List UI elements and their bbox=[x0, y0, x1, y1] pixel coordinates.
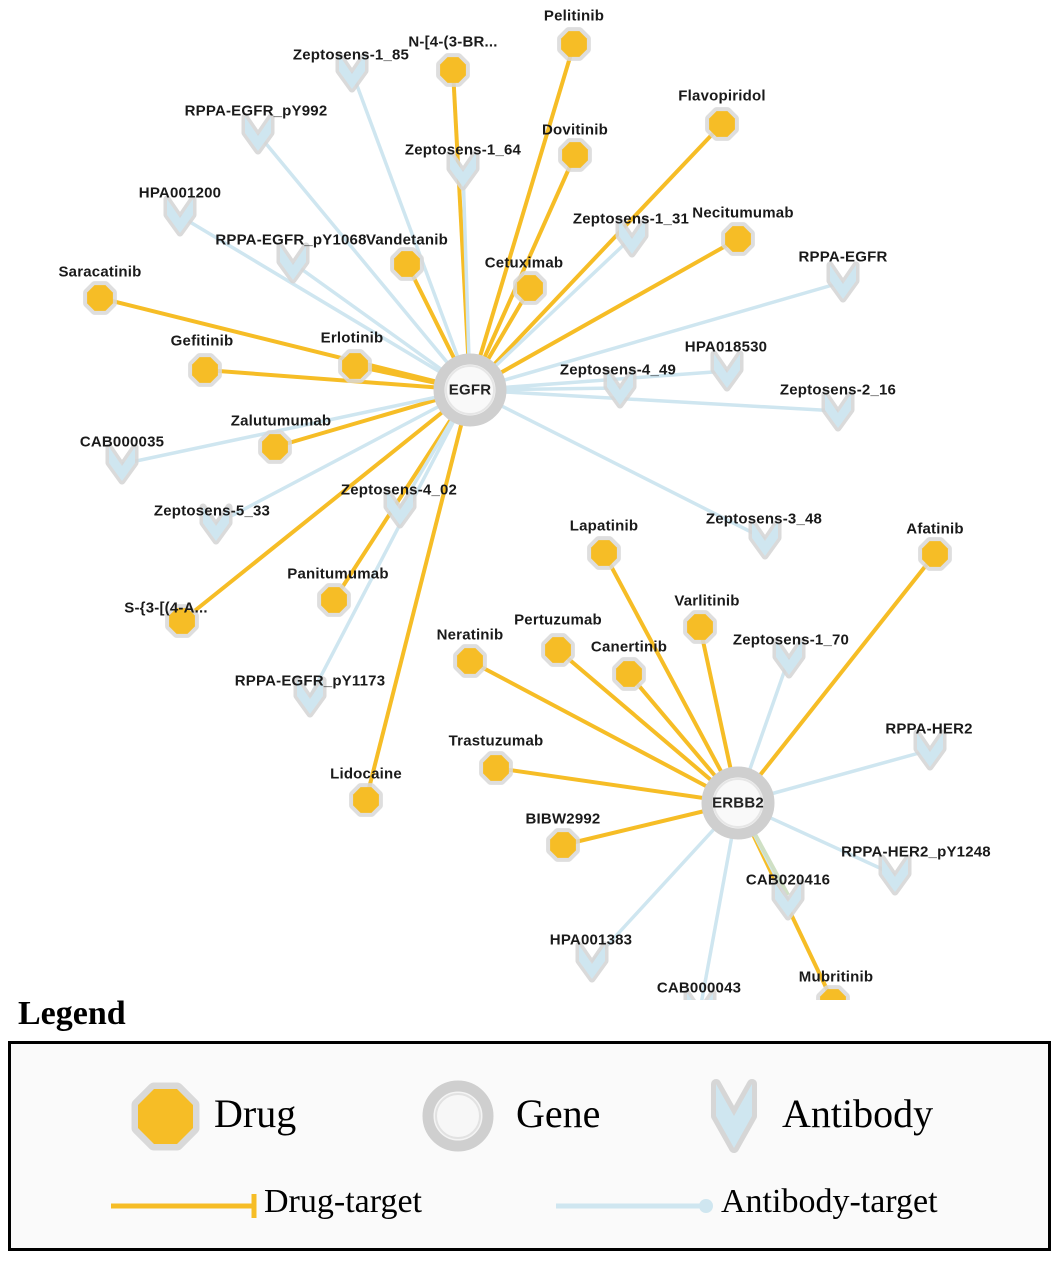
antibody-node-label: RPPA-EGFR bbox=[798, 248, 888, 266]
drug-node-label: Zalutumumab bbox=[230, 412, 332, 430]
drug-node-label: Lidocaine bbox=[330, 765, 402, 783]
antibody-node-label: RPPA-EGFR_pY1068 bbox=[215, 231, 367, 249]
drug-node[interactable] bbox=[562, 142, 588, 168]
drug-node-label: Varlitinib bbox=[674, 592, 740, 610]
drug-node[interactable] bbox=[321, 587, 347, 613]
legend-antibody-icon bbox=[716, 1084, 752, 1148]
antibody-node[interactable] bbox=[280, 246, 306, 280]
drug-node-label: Flavopiridol bbox=[678, 87, 766, 105]
antibody-node-label: CAB000043 bbox=[656, 979, 742, 997]
antibody-node-label: Zeptosens-4_49 bbox=[559, 361, 677, 379]
drug-node-label: Vandetanib bbox=[365, 231, 449, 249]
legend-label-gene: Gene bbox=[516, 1091, 601, 1136]
drug-node-label: Panitumumab bbox=[287, 565, 389, 583]
drug-node[interactable] bbox=[342, 353, 368, 379]
antibody-node-label: Zeptosens-1_31 bbox=[572, 210, 690, 228]
edge-antibody-target bbox=[310, 390, 470, 697]
drug-node-label: Canertinib bbox=[590, 638, 668, 656]
antibody-node-label: HPA001200 bbox=[138, 184, 222, 202]
legend-label-drug-target: Drug-target bbox=[264, 1183, 422, 1220]
antibody-node-label: CAB000035 bbox=[79, 433, 165, 451]
drug-node[interactable] bbox=[725, 226, 751, 252]
drug-node[interactable] bbox=[353, 787, 379, 813]
legend-label-antibody-target: Antibody-target bbox=[721, 1183, 938, 1220]
drug-node-label: Afatinib bbox=[906, 520, 964, 538]
drug-node[interactable] bbox=[87, 285, 113, 311]
drug-node[interactable] bbox=[591, 540, 617, 566]
drug-node[interactable] bbox=[561, 31, 587, 57]
drug-node-label: S-{3-[(4-A... bbox=[124, 599, 208, 617]
gene-node-label: EGFR bbox=[448, 381, 492, 399]
antibody-node-label: Zeptosens-1_85 bbox=[292, 46, 410, 64]
antibody-node-label: Zeptosens-5_33 bbox=[153, 502, 271, 520]
legend bbox=[8, 995, 1051, 1251]
antibody-node[interactable] bbox=[825, 394, 851, 428]
drug-node-label: Erlotinib bbox=[320, 329, 384, 347]
antibody-node-label: Zeptosens-2_16 bbox=[779, 381, 897, 399]
drug-node[interactable] bbox=[262, 434, 288, 460]
edge-drug-target bbox=[738, 554, 935, 803]
antibody-node[interactable] bbox=[109, 447, 135, 481]
drug-node[interactable] bbox=[394, 251, 420, 277]
drug-node-label: Cetuximab bbox=[484, 254, 564, 272]
drug-node-label: Saracatinib bbox=[58, 263, 142, 281]
drug-node-label: Pelitinib bbox=[543, 7, 605, 25]
drug-node[interactable] bbox=[616, 661, 642, 687]
legend-label-drug: Drug bbox=[214, 1091, 297, 1136]
antibody-node[interactable] bbox=[579, 945, 605, 979]
legend-drug-icon bbox=[138, 1089, 193, 1144]
legend-box bbox=[8, 1041, 1051, 1251]
antibody-node-label: HPA001383 bbox=[549, 931, 633, 949]
drug-node[interactable] bbox=[550, 832, 576, 858]
antibody-node[interactable] bbox=[167, 199, 193, 233]
antibody-node-label: RPPA-HER2_pY1248 bbox=[841, 843, 991, 861]
drug-node-label: Dovitinib bbox=[542, 121, 608, 139]
legend-gene-icon bbox=[428, 1086, 488, 1146]
antibody-node-label: CAB020416 bbox=[745, 871, 831, 889]
antibody-node-label: RPPA-HER2 bbox=[885, 720, 973, 738]
drug-node-label: Pertuzumab bbox=[514, 611, 602, 629]
legend-label-antibody: Antibody bbox=[782, 1091, 934, 1136]
gene-node-label: ERBB2 bbox=[712, 794, 764, 812]
drug-node-label: Mubritinib bbox=[798, 968, 874, 986]
legend-antibody-target-edge bbox=[556, 1199, 713, 1213]
drug-node[interactable] bbox=[440, 57, 466, 83]
drug-node-label: Trastuzumab bbox=[448, 732, 544, 750]
drug-node[interactable] bbox=[545, 637, 571, 663]
antibody-node-label: Zeptosens-4_02 bbox=[340, 481, 458, 499]
drug-node[interactable] bbox=[517, 275, 543, 301]
antibody-node-label: Zeptosens-1_64 bbox=[404, 141, 522, 159]
drug-node[interactable] bbox=[192, 357, 218, 383]
drug-node-label: N-[4-(3-BR... bbox=[408, 33, 498, 51]
legend-drug-target-edge bbox=[111, 1194, 254, 1218]
antibody-node[interactable] bbox=[917, 733, 943, 767]
drug-node-label: Necitumumab bbox=[692, 204, 794, 222]
drug-node[interactable] bbox=[709, 111, 735, 137]
drug-node-label: Neratinib bbox=[436, 626, 504, 644]
antibody-node-label: HPA018530 bbox=[684, 338, 768, 356]
drug-node-label: BIBW2992 bbox=[525, 810, 601, 828]
drug-node-label: Gefitinib bbox=[170, 332, 234, 350]
antibody-node-label: RPPA-EGFR_pY992 bbox=[184, 102, 328, 120]
drug-node-label: Lapatinib bbox=[569, 517, 639, 535]
antibody-node[interactable] bbox=[830, 265, 856, 299]
antibody-node-label: Zeptosens-1_70 bbox=[732, 631, 850, 649]
drug-node[interactable] bbox=[457, 648, 483, 674]
antibody-node-label: Zeptosens-3_48 bbox=[705, 510, 823, 528]
antibody-node-label: RPPA-EGFR_pY1173 bbox=[234, 672, 386, 690]
drug-node[interactable] bbox=[483, 755, 509, 781]
antibody-node[interactable] bbox=[882, 858, 908, 892]
antibody-node[interactable] bbox=[714, 354, 740, 388]
drug-node[interactable] bbox=[922, 541, 948, 567]
legend-title: Legend bbox=[18, 995, 126, 1032]
drug-node[interactable] bbox=[687, 614, 713, 640]
